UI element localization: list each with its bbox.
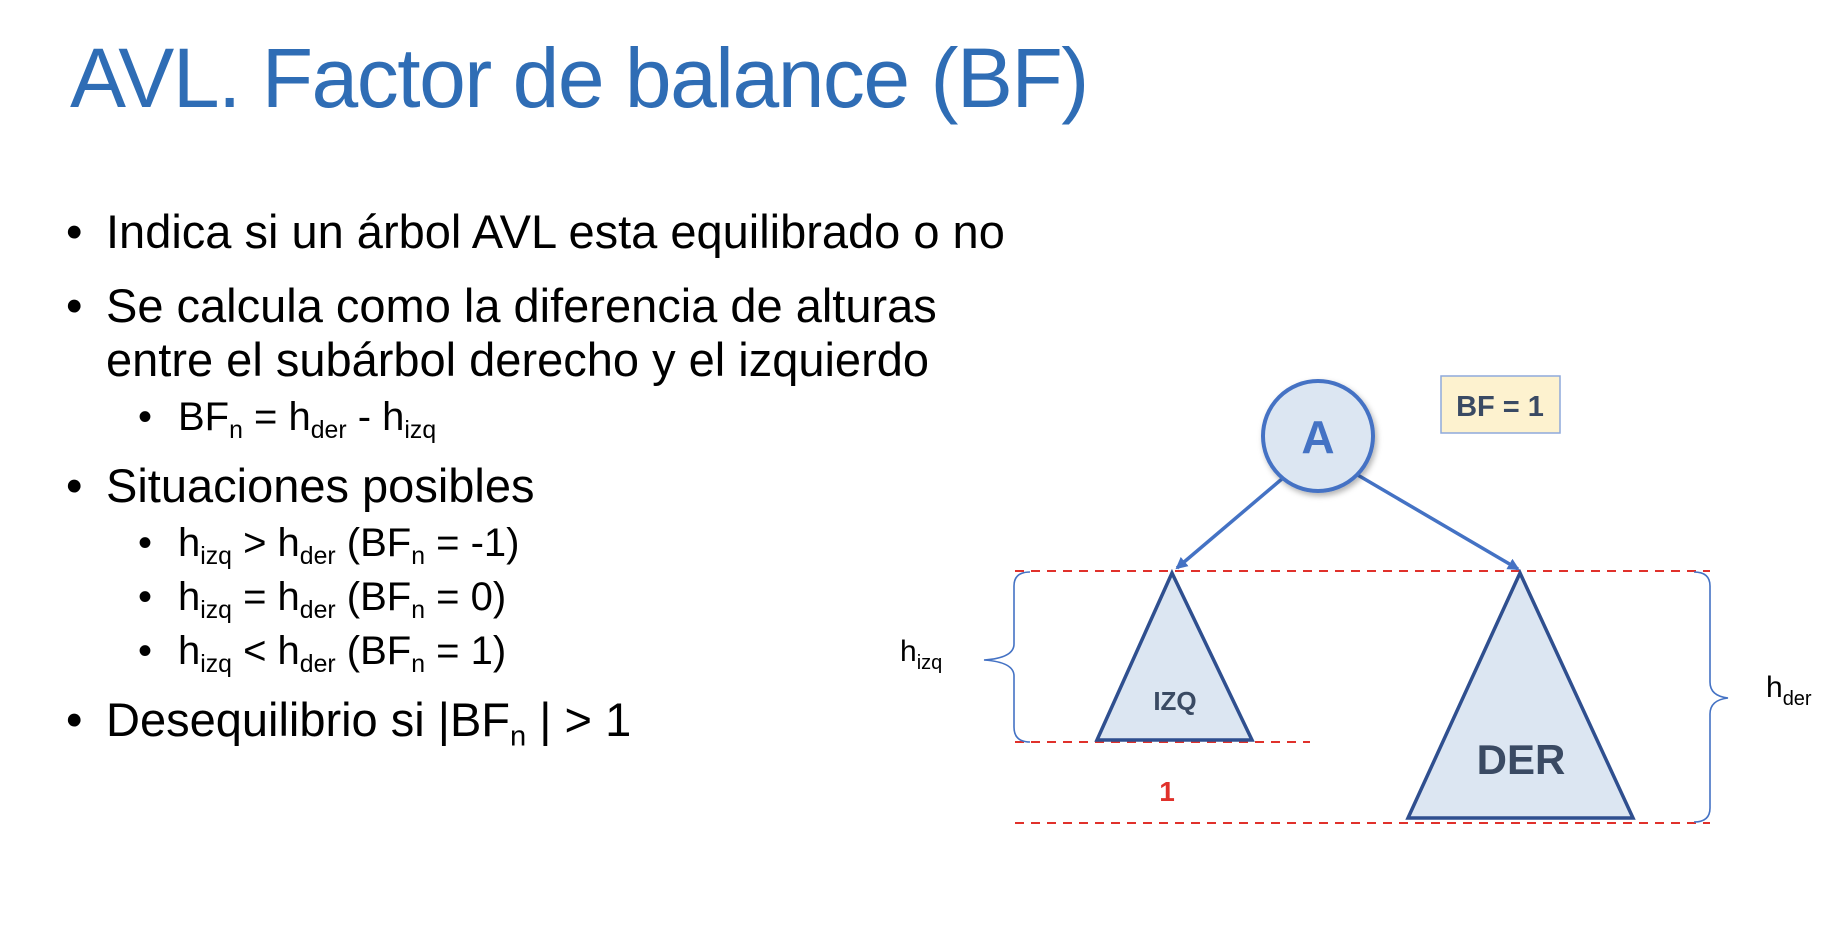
case-op: = h [231, 575, 300, 619]
case-izq: izq [200, 650, 232, 678]
case-val: = 1) [424, 629, 507, 673]
imbalance-n: n [510, 720, 527, 753]
h-izq-h: h [900, 635, 917, 668]
h-der-h: h [1766, 671, 1783, 704]
formula-n: n [229, 416, 243, 444]
izq-label: IZQ [1153, 686, 1197, 716]
formula-izq: izq [404, 416, 437, 444]
case-der: der [299, 596, 336, 624]
case-h: h [178, 575, 201, 619]
case-mid: (BF [335, 629, 412, 673]
h-izq-sub: izq [916, 652, 943, 674]
h-izq-brace [984, 572, 1030, 742]
root-label: A [1301, 411, 1335, 463]
formula-eq: = h [242, 395, 311, 439]
case-mid: (BF [335, 575, 412, 619]
bullet-calculation-text: Se calcula como la diferencia de alturas entre el subárbol derecho y el izquierdo [106, 279, 937, 386]
h-der-label [1766, 671, 1812, 710]
h-der-sub: der [1782, 688, 1812, 710]
formula-minus: - h [346, 395, 405, 439]
case-der: der [299, 650, 336, 678]
bullet-situations: • Situaciones posibles [66, 459, 1026, 513]
case-n: n [411, 650, 425, 678]
case-val: = 0) [424, 575, 507, 619]
bullet-balanced: • Indica si un árbol AVL esta equilibrado o no [66, 205, 1026, 259]
imbalance-pre: Desequilibrio si |BF [106, 693, 511, 746]
case-n: n [411, 542, 425, 570]
formula-der: der [310, 416, 347, 444]
case-h: h [178, 521, 201, 565]
edge-right [1356, 474, 1518, 569]
case-mid: (BF [335, 521, 412, 565]
h-der-brace [1694, 572, 1728, 822]
formula-bf: BF [178, 395, 230, 439]
case-op: < h [231, 629, 300, 673]
case-der: der [299, 542, 336, 570]
case-izq: izq [200, 542, 232, 570]
difference-label: 1 [1159, 776, 1175, 807]
edge-left [1177, 478, 1283, 568]
page-title: AVL. Factor de balance (BF) [70, 31, 1088, 125]
imbalance-post: | > 1 [526, 693, 632, 746]
der-label: DER [1476, 736, 1566, 783]
case-val: = -1) [424, 521, 520, 565]
case-h: h [178, 629, 201, 673]
h-izq-label [900, 635, 942, 674]
case-n: n [411, 596, 425, 624]
case-op: > h [231, 521, 300, 565]
bf-badge-label: BF = 1 [1456, 391, 1544, 423]
case-izq: izq [200, 596, 232, 624]
